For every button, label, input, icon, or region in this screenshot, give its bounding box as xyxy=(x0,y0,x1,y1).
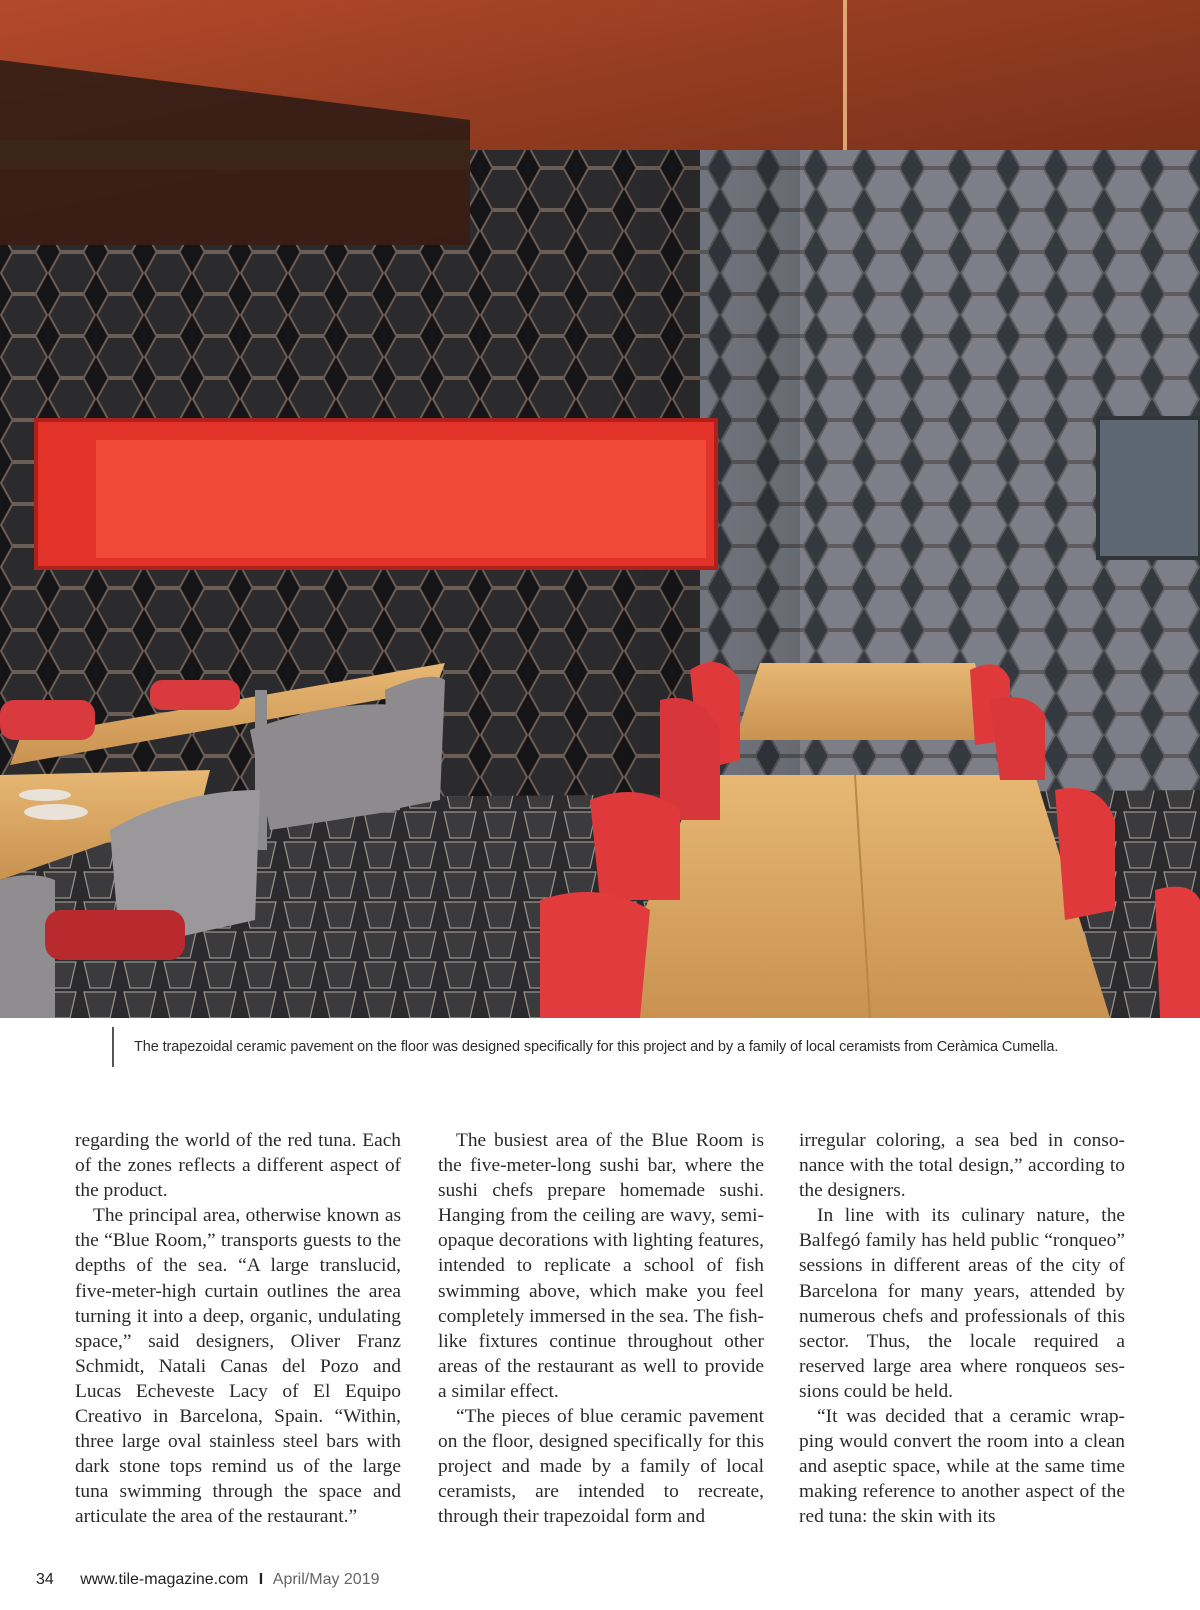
footer-separator: I xyxy=(258,1571,264,1588)
column-3 xyxy=(799,1128,1125,1530)
paragraph: The busiest area of the Blue Room is the five-meter-long sushi bar, where the sushi chefs prepare homemade sushi. Hanging from the ceiling are wavy, semi-opaque decorations with lighting features, intended to replicate a school of fish swimming above, which make you feel completely immersed in the sea. The fish-like fixtures continue throughout other areas of the restaurant as well to provide a similar effect. xyxy=(438,1130,764,1402)
issue-date: April/May 2019 xyxy=(272,1571,380,1588)
photo-caption: The trapezoidal ceramic pavement on the floor was designed specifically for this project and by a family of local ceramists from Ceràmica Cumella. xyxy=(112,1027,1172,1067)
website-link[interactable]: www.tile-magazine.com xyxy=(80,1571,249,1588)
paragraph: The principal area, otherwise known as the “Blue Room,” transports guests to the depths of the sea. “A large translucid, five-meter-high curtain outlines the area turning it into a deep, organic, undulating space,” said designers, Oliver Franz Schmidt, Natali Canas del Pozo and Lucas Echeveste Lacy of El Equipo Creativo in Barcelona, Spain. “Within, three large oval stainless steel bars with dark stone tops remind us of the large tuna swimming through the space and articulate the area of the restaurant.” xyxy=(75,1205,401,1528)
paragraph: “It was decided that a ceramic wrapping would convert the room into a clean and aseptic space, while at the same time making reference to another aspect of the red tuna: the skin with its xyxy=(799,1406,1125,1528)
paragraph: “The pieces of blue ceramic pavement on the floor, designed specifically for this project and made by a family of local ceramists, are intended to recreate, through their trapezoidal form and xyxy=(438,1406,764,1528)
paragraph: regarding the world of the red tuna. Each of the zones reflects a different aspect of the product. xyxy=(75,1130,401,1202)
page-footer xyxy=(36,1568,380,1592)
paragraph: irregular coloring, a sea bed in consonance with the total design,” according to the designers. xyxy=(799,1130,1125,1202)
column-1 xyxy=(75,1128,401,1530)
paragraph: In line with its culinary nature, the Balfegó family has held public “ronqueo” sessions in different areas of the city of Barcelona for many years, attended by numerous chefs and professionals of this sector. Thus, the locale required a reserved large area where ronqueos sessions could be held. xyxy=(799,1205,1125,1402)
page-number: 34 xyxy=(36,1571,54,1588)
article-body xyxy=(75,1128,1125,1538)
column-2 xyxy=(438,1128,764,1530)
